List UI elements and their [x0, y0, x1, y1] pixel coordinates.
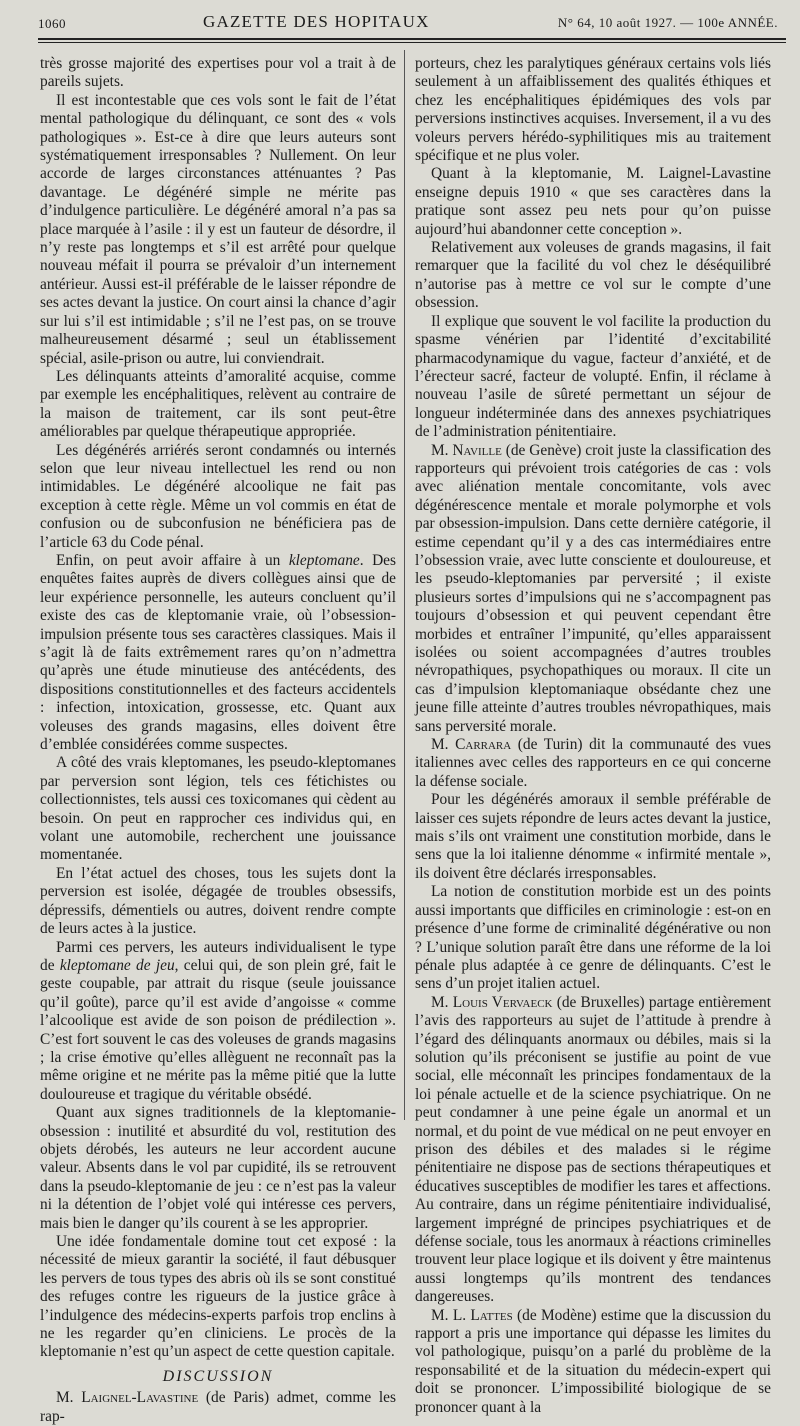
right-column: [415, 55, 771, 1417]
paragraph: La notion de constitution morbide est un des points aussi importants que difficiles en criminologie : est-on en présence d’une forme de criminalité dégénérative ou non ? L’unique solution paraît être dans une réforme de la loi pénale plus adaptée à ce genre de délinquants. C’est le sens d’un projet italien actuel.: [415, 883, 771, 993]
speaker-name: M. Naville: [431, 441, 502, 459]
issue-line: N° 64, 10 août 1927. — 100e ANNÉE.: [557, 15, 778, 30]
paragraph: Quant aux signes traditionnels de la kleptomanie-obsession : inutilité et absurdité du vol, restitution des objets dérobés, les auteurs ne leur accordent aucune valeur. Absents dans le vol par cupidité, ils se retrouvent dans la pseudo-kleptomanie de jeu : ce n’est pas la valeur ni la détention de l’objet volé qui intéresse ces pervers, mais bien le danger qu’ils courent à se les approprier.: [40, 1104, 396, 1232]
journal-title: GAZETTE DES HOPITAUX: [203, 12, 430, 31]
section-heading: DISCUSSION: [162, 1367, 274, 1385]
paragraph: [415, 736, 771, 791]
paragraph: [415, 994, 771, 1307]
text-run: Parmi ces pervers, les auteurs individualisent le type de: [40, 938, 396, 974]
paragraph: très grosse majorité des expertises pour vol a trait à de pareils sujets.: [40, 55, 396, 91]
text-run: (de Genève) croit juste la classification des rapporteurs qui prévoient trois catégories de cas : vols avec aliénation mentale concomitante, vols avec dégénérescence mentale et morale polymorphe et vols par obsession-impulsion. Dans cette dernière catégorie, il estime cependant qu’il y a des cas intermédiaires entre l’obsession vraie, avec lutte consciente et douloureuse, et les pseudo-kleptomanies par perversité ; il existe plusieurs sortes d’impulsions qui ne s’accompagnent pas toujours d’obsession et qui peuvent cependant être morbides et entraîner l’impunité, qu’elles apparaissent isolées ou soient accompagnées d’autres troubles névropathiques, psychopathiques ou moraux. Il cite un cas d’impulsion kleptomaniaque obsédante chez une jeune fille atteinte d’autres troubles névropathiques, mais sans perversité morale.: [415, 441, 771, 735]
paragraph: Pour les dégénérés amoraux il semble préférable de laisser ces sujets répondre de leurs actes devant la justice, mais s’ils ont vraiment une constitution morbide, dans le sens que la loi italienne dénomme « infirmité mentale », ils doivent être déclarés irresponsables.: [415, 791, 771, 882]
paragraph: Il est incontestable que ces vols sont le fait de l’état mental pathologique du délinquant, ce sont des « vols pathologiques ». Est-ce à dire que leurs auteurs sont systématiquement irresponsables ? Nullement. On leur accorde de larges circonstances atténuantes ? Pas davantage. Le dégénéré simple ne mérite pas d’indulgence particulière. Le dégénéré amoral n’a pas sa place marquée à l’asile : il y est un fauteur de désordre, il n’y reste pas longtemps et s’il est arrêté pour quelque nouveau méfait il pourra se prévaloir d’un internement antérieur. Aussi est-il préférable de le laisser répondre de ses actes devant la justice. On court ainsi la chance d’agir sur lui s’il est intimidable ; s’il ne l’est pas, on se trouve malheureusement désarmé ; seul un établissement spécial, asile-prison ou autre, lui conviendrait.: [40, 91, 396, 367]
speaker-name: M. Laignel-Lavastine: [56, 1389, 199, 1407]
column-divider: [404, 50, 405, 1120]
paragraph: Une idée fondamentale domine tout cet exposé : la nécessité de mieux garantir la société, il faut débusquer les pervers de tous types des abris où ils se sont constitué des refuges contre les rigueurs de la justice grâce à l’indulgence des médecins-experts parfois trop enclins à ne les regarder qu’en cliniciens. Le procès de la kleptomanie n’est qu’un aspect de cette question capitale.: [40, 1233, 396, 1361]
speaker-name: M. Carrara: [431, 736, 512, 754]
paragraph: [40, 939, 396, 1105]
speaker-name: M. Louis Vervaeck: [431, 993, 553, 1011]
paragraph: [415, 1307, 771, 1417]
paragraph: A côté des vrais kleptomanes, les pseudo-kleptomanes par perversion sont légion, tels ces fétichistes ou collectionnistes, tels aussi ces toxicomanes qui cèdent au besoin. On peut en rapprocher ces individus qui, en volant une automobile, recherchent une jouissance momentanée.: [40, 754, 396, 864]
paragraph: porteurs, chez les paralytiques généraux certains vols liés seulement à un affaiblissement des qualités éthiques et chez les encéphalitiques épidémiques des vols par perversions instinctives acquises. Inversement, il a vu des voleurs pervers hérédo-syphilitiques mis au traitement spécifique et ne plus voler.: [415, 55, 771, 165]
speaker-name: M. L. Lattes: [431, 1306, 513, 1324]
paragraph: Relativement aux voleuses de grands magasins, il fait remarquer que la facilité du vol chez le déséquilibré n’autorise pas à mettre ce vol sur le compte d’une obsession.: [415, 239, 771, 312]
paragraph: [415, 442, 771, 737]
left-column: [40, 55, 396, 1426]
italic-term: kleptomane de jeu: [59, 956, 175, 974]
paragraph: [40, 552, 396, 754]
paragraph: Il explique que souvent le vol facilite la production du spasme vénérien par l’identité d’excitabilité pharmacodynamique du vague, facteur d’anxiété, et de l’érecteur sacré, facteur de volupté. Enfin, il réclame à nouveau l’asile de sûreté permettant un séjour de longueur indéterminée dans des annexes psychiatriques de l’administration pénitentiaire.: [415, 312, 771, 441]
text-run: (de Bruxelles) partage entièrement l’avis des rapporteurs au sujet de l’attitude à prendre à l’égard des délinquants anormaux ou débiles, mais si la solution qu’ils préconisent se justifie au point de vue social, elle méconnaît les principes fondamentaux de la loi pénale actuelle et de la science psychiatrique. On ne peut condamner à une peine égale un anormal et un normal, et du point de vue médical on ne peut envoyer en prison des débiles et des malades si le régime pénitentiaire ne dispose pas de sections thérapeutiques et éducatives susceptibles de modifier les tares et affections. Au contraire, dans un régime pénitentiaire individualisé, largement imprégné de principes psychiatriques et de défense sociale, tous les anormaux à réactions criminelles trouvent leur place logique et ils doivent y être maintenus aussi longtemps qu’ils montrent des tendances dangereuses.: [415, 993, 772, 1306]
text-run: (de Modène) estime que la discussion du rapport a pris une importance qui dépasse les limites du vol pathologique, puisqu’on a parlé du problème de la responsabilité et de la situation du médecin-expert qui doit se prononcer. L’impossibilité biologique de se prononcer quant à la: [415, 1306, 771, 1416]
italic-term: kleptomane: [288, 551, 360, 569]
text-run: (de Turin) dit la communauté des vues italiennes avec celles des rapporteurs en ce qui concerne la défense sociale.: [415, 736, 771, 790]
page-number: 1060: [38, 16, 66, 31]
paragraph: [40, 1389, 396, 1426]
text-run: , celui qui, de son plein gré, fait le geste coupable, par attrait du risque (seule jouissance qu’il goûte), parce qu’il est avide d’angoisse « comme l’alcoolique est avide de son poison de prédilection ». C’est fort souvent le cas des voleuses de grands magasins ; la crise émotive qu’elles allèguent ne reconnaît pas la même origine et ne mérite pas la même pitié que la lutte douloureuse et tragique du véritable obsédé.: [40, 956, 396, 1103]
paragraph: Les délinquants atteints d’amoralité acquise, comme par exemple les encéphalitiques, relèvent au contraire de la maison de traitement, car ils sont peut-être améliorables par quelque thérapeutique appropriée.: [40, 367, 396, 441]
paragraph: Les dégénérés arriérés seront condamnés ou internés selon que leur niveau intellectuel les rend ou non intimidables. Le dégénéré alcoolique ne fait pas exception à cette règle. Même un vol commis en état de confusion ou de subconfusion ne bénéficiera pas de l’article 63 du Code pénal.: [40, 441, 396, 551]
paragraph: Quant à la kleptomanie, M. Laignel-Lavastine enseigne depuis 1910 « que ses caractères dans la pratique sont assez peu nets pour qu’on puisse aujourd’hui abandonner cette conception ».: [415, 165, 771, 238]
text-run: . Des enquêtes faites auprès de divers collègues ainsi que de leur expérience personnelle, les auteurs concluent qu’il existe des cas de kleptomanie vraie, où l’obsession-impulsion présente tous ses caractères classiques. Mais il s’agit là de faits extrêmement rares qu’on n’admettra qu’après une étude minutieuse des antécédents, des dispositions constitutionnelles et des facteurs accidentels : infection, intoxication, grossesse, etc. Quant aux voleuses des grands magasins, elles doivent être d’emblée considérées comme suspectes.: [40, 551, 396, 754]
header-rule: [38, 38, 786, 40]
text-run: Enfin, on peut avoir affaire à un: [56, 551, 289, 569]
header-rule-thin: [38, 42, 786, 43]
page-header: [38, 12, 778, 38]
paragraph: En l’état actuel des choses, tous les sujets dont la perversion est isolée, dégagée de troubles obsessifs, dépressifs, démentiels ou autres, doivent rendre compte de leurs actes à la justice.: [40, 864, 396, 938]
text-run: (de Paris) admet, comme les rap-: [40, 1389, 396, 1425]
